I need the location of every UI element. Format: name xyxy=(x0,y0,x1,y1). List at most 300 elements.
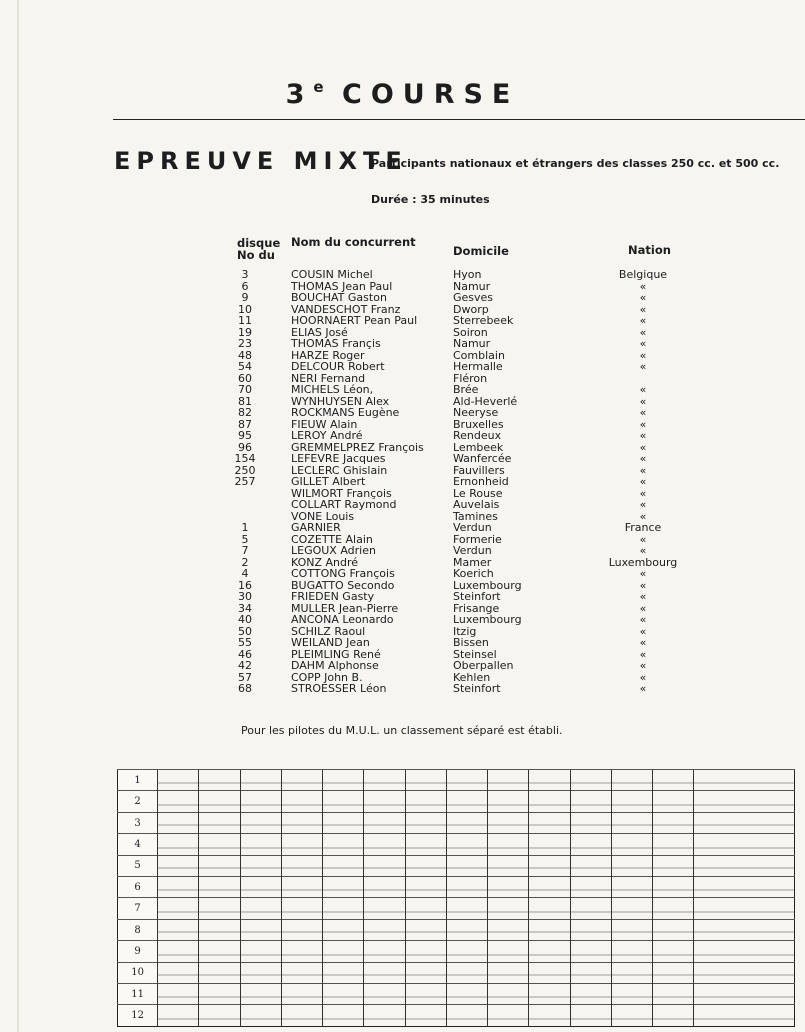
entrant-domicile: Itzig xyxy=(453,624,477,638)
entrant-list xyxy=(0,269,805,695)
entrant-nation: « xyxy=(639,532,647,546)
entrant-domicile: Formerie xyxy=(453,532,502,546)
entrant-name: BOUCHAT Gaston xyxy=(291,291,387,304)
lap-cell xyxy=(158,877,199,898)
lap-cell xyxy=(653,898,694,919)
entrant-nation: « xyxy=(639,360,647,373)
lap-cell xyxy=(570,984,611,1005)
lap-cell xyxy=(364,791,405,812)
entrant-domicile: Hyon xyxy=(453,268,482,281)
entrant-number: 257 xyxy=(234,475,256,488)
lap-cell xyxy=(323,791,364,812)
lap-row xyxy=(118,834,795,855)
lap-cell xyxy=(570,941,611,962)
lap-cell xyxy=(405,898,446,919)
event-title: EPREUVE MIXTE xyxy=(114,147,408,175)
lap-cell xyxy=(405,941,446,962)
lap-cell xyxy=(158,941,199,962)
lap-row xyxy=(118,770,795,791)
lap-cell xyxy=(653,791,694,812)
entrant-nation: « xyxy=(639,302,647,316)
entrant-nation: France xyxy=(624,521,662,534)
course-word: COURSE xyxy=(342,79,520,110)
lap-cell xyxy=(611,877,652,898)
lap-cell xyxy=(364,962,405,983)
lap-cell xyxy=(240,941,281,962)
entrant-nation: « xyxy=(639,636,647,649)
entrant-nation: « xyxy=(639,486,647,500)
entrant-row xyxy=(0,557,805,569)
lap-row xyxy=(118,898,795,919)
lap-cell xyxy=(240,812,281,833)
lap-cell xyxy=(653,962,694,983)
entrant-nation: « xyxy=(639,429,647,442)
lap-cell xyxy=(529,962,570,983)
entrant-domicile: Comblain xyxy=(453,348,505,362)
lap-cell xyxy=(653,877,694,898)
lap-cell xyxy=(158,984,199,1005)
lap-cell xyxy=(529,770,570,791)
entrant-nation: « xyxy=(639,337,647,350)
lap-cell xyxy=(158,962,199,983)
lap-cell xyxy=(611,898,652,919)
entrant-nation: « xyxy=(639,406,647,419)
lap-cell xyxy=(570,791,611,812)
entrant-number: 95 xyxy=(238,429,252,442)
entrant-row xyxy=(0,419,805,431)
entrant-nation: « xyxy=(639,394,647,408)
entrant-row xyxy=(0,591,805,603)
lap-cell xyxy=(323,812,364,833)
lap-cell xyxy=(281,984,322,1005)
entrant-name: KONZ André xyxy=(291,555,359,569)
entrant-name: LEGOUX Adrien xyxy=(291,544,376,557)
lap-cell xyxy=(488,855,529,876)
entrant-row xyxy=(0,672,805,684)
lap-cell xyxy=(694,984,795,1005)
entrant-row xyxy=(0,373,805,385)
entrant-nation: « xyxy=(639,383,647,396)
lap-cell xyxy=(364,812,405,833)
lap-cell xyxy=(611,984,652,1005)
lap-cell xyxy=(199,791,240,812)
entrant-name: COZETTE Alain xyxy=(291,532,373,546)
lap-cell xyxy=(653,812,694,833)
entrant-row xyxy=(0,488,805,500)
lap-cell xyxy=(570,919,611,940)
lap-cell xyxy=(199,984,240,1005)
entrant-nation: « xyxy=(639,509,647,523)
entrant-nation: « xyxy=(639,590,647,603)
lap-cell xyxy=(240,984,281,1005)
column-header-nation: Nation xyxy=(628,243,671,257)
entrant-domicile: Fléron xyxy=(453,371,488,385)
lap-cell xyxy=(446,962,487,983)
entrant-number: 4 xyxy=(241,567,249,580)
lap-cell xyxy=(240,962,281,983)
lap-cell xyxy=(529,791,570,812)
entrant-number: 34 xyxy=(238,601,252,615)
entrant-name: DAHM Alphonse xyxy=(291,659,379,672)
entrant-name: ANCONA Leonardo xyxy=(291,613,394,626)
course-number: 3 xyxy=(285,79,314,110)
entrant-number: 30 xyxy=(238,590,252,603)
lap-cell xyxy=(694,919,795,940)
entrant-number: 68 xyxy=(238,682,252,695)
lap-cell xyxy=(323,898,364,919)
lap-cell xyxy=(611,962,652,983)
lap-cell xyxy=(199,812,240,833)
entrant-domicile: Kehlen xyxy=(453,670,491,684)
lap-row xyxy=(118,877,795,898)
entrant-name: MICHELS Léon, xyxy=(291,383,374,396)
lap-cell xyxy=(446,919,487,940)
lap-cell xyxy=(611,855,652,876)
entrant-row xyxy=(0,292,805,304)
entrant-name: COLLART Raymond xyxy=(291,498,397,511)
lap-cell xyxy=(529,898,570,919)
entrant-name: GILLET Albert xyxy=(291,475,366,488)
lap-cell xyxy=(199,898,240,919)
lap-cell xyxy=(694,770,795,791)
lap-cell xyxy=(405,770,446,791)
lap-number: 8 xyxy=(118,919,158,940)
entrant-name: GREMMELPREZ François xyxy=(291,440,424,454)
lap-cell xyxy=(446,791,487,812)
mul-note: Pour les pilotes du M.U.L. un classement séparé est établi. xyxy=(241,724,563,737)
entrant-row xyxy=(0,350,805,362)
entrant-nation: « xyxy=(639,567,647,580)
lap-cell xyxy=(488,791,529,812)
entrant-nation: Belgique xyxy=(618,268,668,281)
entrant-row xyxy=(0,430,805,442)
lap-cell xyxy=(694,855,795,876)
entrant-nation: « xyxy=(639,670,647,684)
entrant-domicile: Soiron xyxy=(453,325,488,339)
entrant-number: 6 xyxy=(241,279,249,293)
lap-row xyxy=(118,812,795,833)
lap-cell xyxy=(611,941,652,962)
lap-cell xyxy=(240,1005,281,1027)
lap-cell xyxy=(240,898,281,919)
course-title xyxy=(0,78,805,110)
entrant-row xyxy=(0,453,805,465)
entrant-row xyxy=(0,683,805,695)
entrant-number: 50 xyxy=(238,624,252,638)
entrant-name: VANDESCHOT Franz xyxy=(291,302,401,316)
lap-cell xyxy=(281,962,322,983)
lap-number: 6 xyxy=(118,877,158,898)
lap-cell xyxy=(529,855,570,876)
entrant-nation: « xyxy=(639,659,647,672)
entrant-domicile: Ald-Heverlé xyxy=(453,394,518,408)
entrant-row xyxy=(0,614,805,626)
lap-cell xyxy=(199,1005,240,1027)
lap-cell xyxy=(694,941,795,962)
entrant-name: HARZE Roger xyxy=(291,348,365,362)
entrant-name: COUSIN Michel xyxy=(291,268,373,281)
entrant-domicile: Steinfort xyxy=(453,590,501,603)
lap-cell xyxy=(570,855,611,876)
entrant-number: 3 xyxy=(241,268,249,281)
entrant-nation: « xyxy=(639,279,647,293)
entrant-row xyxy=(0,384,805,396)
lap-cell xyxy=(323,919,364,940)
entrant-number: 55 xyxy=(238,636,252,649)
lap-cell xyxy=(281,898,322,919)
entrant-domicile: Tamines xyxy=(453,509,498,523)
lap-cell xyxy=(653,919,694,940)
entrant-row xyxy=(0,545,805,557)
entrant-domicile: Lembeek xyxy=(453,440,504,454)
lap-cell xyxy=(529,834,570,855)
lap-cell xyxy=(488,1005,529,1027)
entrant-row xyxy=(0,603,805,615)
entrant-name: FRIEDEN Gasty xyxy=(291,590,375,603)
column-header-domicile: Domicile xyxy=(453,244,509,258)
entrant-domicile: Koerich xyxy=(453,567,494,580)
entrant-number: 250 xyxy=(234,463,256,477)
lap-cell xyxy=(281,1005,322,1027)
lap-cell xyxy=(199,855,240,876)
lap-cell xyxy=(281,877,322,898)
entrant-domicile: Hermalle xyxy=(453,360,503,373)
entrant-number: 10 xyxy=(238,302,252,316)
lap-cell xyxy=(364,855,405,876)
lap-cell xyxy=(323,834,364,855)
column-header-disque: disque xyxy=(237,236,281,250)
lap-cell xyxy=(446,834,487,855)
lap-number: 2 xyxy=(118,791,158,812)
lap-number: 7 xyxy=(118,898,158,919)
entrant-nation: « xyxy=(639,291,647,304)
lap-cell xyxy=(240,855,281,876)
lap-cell xyxy=(323,770,364,791)
entrant-name: COPP John B. xyxy=(291,670,363,684)
entrant-name: FIEUW Alain xyxy=(291,417,358,431)
lap-cell xyxy=(570,1005,611,1027)
lap-cell xyxy=(529,812,570,833)
lap-cell xyxy=(488,770,529,791)
lap-cell xyxy=(323,984,364,1005)
entrant-row xyxy=(0,511,805,523)
lap-cell xyxy=(446,1005,487,1027)
entrant-name: WEILAND Jean xyxy=(291,636,370,649)
entrant-number: 5 xyxy=(241,532,249,546)
lap-cell xyxy=(364,834,405,855)
entrant-row xyxy=(0,522,805,534)
entrant-row xyxy=(0,327,805,339)
course-number-suffix: e xyxy=(313,78,324,96)
lap-cell xyxy=(158,898,199,919)
entrant-nation: « xyxy=(639,325,647,339)
lap-cell xyxy=(281,812,322,833)
entrant-number: 48 xyxy=(238,348,252,362)
lap-cell xyxy=(158,791,199,812)
lap-cell xyxy=(611,834,652,855)
entrant-row xyxy=(0,315,805,327)
entrant-row xyxy=(0,499,805,511)
lap-cell xyxy=(405,834,446,855)
entrant-domicile: Luxembourg xyxy=(453,613,522,626)
entrant-number: 23 xyxy=(238,337,252,350)
entrant-name: ELIAS José xyxy=(291,325,348,339)
entrant-number: 11 xyxy=(238,314,252,327)
lap-cell xyxy=(611,791,652,812)
lap-cell xyxy=(281,834,322,855)
entrant-number: 70 xyxy=(238,383,252,396)
entrant-number: 154 xyxy=(234,452,256,465)
column-header-no-du: No du xyxy=(237,248,275,262)
entrant-row xyxy=(0,660,805,672)
entrant-name: COTTONG François xyxy=(291,567,395,580)
lap-cell xyxy=(281,855,322,876)
lap-cell xyxy=(240,834,281,855)
entrant-nation: « xyxy=(639,314,647,327)
entrant-number: 96 xyxy=(238,440,252,454)
lap-cell xyxy=(570,877,611,898)
entrant-name: PLEIMLING René xyxy=(291,647,381,661)
lap-cell xyxy=(158,919,199,940)
entrant-domicile: Namur xyxy=(453,279,491,293)
lap-cell xyxy=(158,834,199,855)
title-rule xyxy=(113,119,805,120)
entrant-nation: « xyxy=(639,463,647,477)
entrant-number: 19 xyxy=(238,325,252,339)
entrant-row xyxy=(0,626,805,638)
entrant-name: DELCOUR Robert xyxy=(291,360,385,373)
entrant-domicile: Steinsel xyxy=(453,647,497,661)
lap-cell xyxy=(694,877,795,898)
entrant-number: 42 xyxy=(238,659,252,672)
entrant-name: BUGATTO Secondo xyxy=(291,578,395,592)
lap-cell xyxy=(158,1005,199,1027)
lap-cell xyxy=(281,919,322,940)
lap-cell xyxy=(446,984,487,1005)
entrant-domicile: Bissen xyxy=(453,636,489,649)
entrant-number: 9 xyxy=(241,291,249,304)
lap-cell xyxy=(281,770,322,791)
entrant-row xyxy=(0,407,805,419)
lap-cell xyxy=(570,812,611,833)
entrant-domicile: Fauvillers xyxy=(453,463,505,477)
lap-cell xyxy=(488,941,529,962)
entrant-row xyxy=(0,269,805,281)
lap-cell xyxy=(405,984,446,1005)
lap-cell xyxy=(323,941,364,962)
entrant-number: 16 xyxy=(238,578,252,592)
lap-cell xyxy=(323,1005,364,1027)
entrant-number: 1 xyxy=(241,521,249,534)
lap-number: 4 xyxy=(118,834,158,855)
lap-cell xyxy=(240,770,281,791)
entrant-name: NERI Fernand xyxy=(291,371,366,385)
lap-cell xyxy=(529,919,570,940)
lap-number: 11 xyxy=(118,984,158,1005)
entrant-row xyxy=(0,637,805,649)
entrant-domicile: Bruxelles xyxy=(453,417,504,431)
lap-row xyxy=(118,941,795,962)
lap-cell xyxy=(323,962,364,983)
entrant-name: WYNHUYSEN Alex xyxy=(291,394,390,408)
lap-cell xyxy=(611,919,652,940)
lap-cell xyxy=(529,984,570,1005)
lap-cell xyxy=(240,919,281,940)
entrant-nation: « xyxy=(639,682,647,695)
entrant-domicile: Verdun xyxy=(453,544,492,557)
entrant-row xyxy=(0,534,805,546)
entrant-name: GARNIER xyxy=(291,521,341,534)
lap-cell xyxy=(364,877,405,898)
lap-cell xyxy=(405,855,446,876)
lap-number: 3 xyxy=(118,812,158,833)
lap-cell xyxy=(488,919,529,940)
lap-cell xyxy=(653,770,694,791)
entrant-number: 54 xyxy=(238,360,252,373)
entrant-name: THOMAS Françis xyxy=(291,337,381,350)
lap-number: 10 xyxy=(118,962,158,983)
lap-cell xyxy=(405,812,446,833)
entrant-row xyxy=(0,338,805,350)
entrant-row xyxy=(0,361,805,373)
entrant-name: THOMAS Jean Paul xyxy=(291,279,393,293)
entrant-name: VONE Louis xyxy=(291,509,355,523)
entrant-name: HOORNAERT Pean Paul xyxy=(291,314,418,327)
lap-cell xyxy=(488,898,529,919)
lap-row xyxy=(118,1005,795,1027)
lap-cell xyxy=(199,919,240,940)
lap-cell xyxy=(488,834,529,855)
lap-cell xyxy=(570,898,611,919)
lap-cell xyxy=(364,984,405,1005)
lap-number: 5 xyxy=(118,855,158,876)
lap-row xyxy=(118,984,795,1005)
lap-row xyxy=(118,791,795,812)
lap-cell xyxy=(158,855,199,876)
entrant-name: ROCKMANS Eugène xyxy=(291,406,400,419)
entrant-name: LEFEVRE Jacques xyxy=(291,452,386,465)
lap-cell xyxy=(446,812,487,833)
lap-cell xyxy=(446,898,487,919)
entrant-row xyxy=(0,396,805,408)
lap-cell xyxy=(653,834,694,855)
entrant-domicile: Luxembourg xyxy=(453,578,522,592)
lap-cell xyxy=(653,984,694,1005)
entrant-name: WILMORT François xyxy=(291,486,392,500)
lap-cell xyxy=(364,919,405,940)
lap-cell xyxy=(611,812,652,833)
lap-cell xyxy=(653,855,694,876)
entrant-row xyxy=(0,580,805,592)
event-subtitle: Participants nationaux et étrangers des classes 250 cc. et 500 cc. xyxy=(371,157,780,170)
lap-cell xyxy=(694,962,795,983)
entrant-domicile: Neeryse xyxy=(453,406,499,419)
entrant-domicile: Verdun xyxy=(453,521,492,534)
lap-cell xyxy=(240,791,281,812)
entrant-nation: « xyxy=(639,417,647,431)
entrant-number: 87 xyxy=(238,417,252,431)
entrant-nation: « xyxy=(639,647,647,661)
entrant-nation: Luxembourg xyxy=(608,555,678,569)
entrant-nation: « xyxy=(639,440,647,454)
lap-cell xyxy=(364,898,405,919)
entrant-domicile: Ernonheid xyxy=(453,475,509,488)
column-header-name: Nom du concurrent xyxy=(291,235,416,249)
entrant-domicile: Auvelais xyxy=(453,498,500,511)
lap-cell xyxy=(364,941,405,962)
lap-cell xyxy=(570,962,611,983)
entrant-number: 2 xyxy=(241,555,249,569)
